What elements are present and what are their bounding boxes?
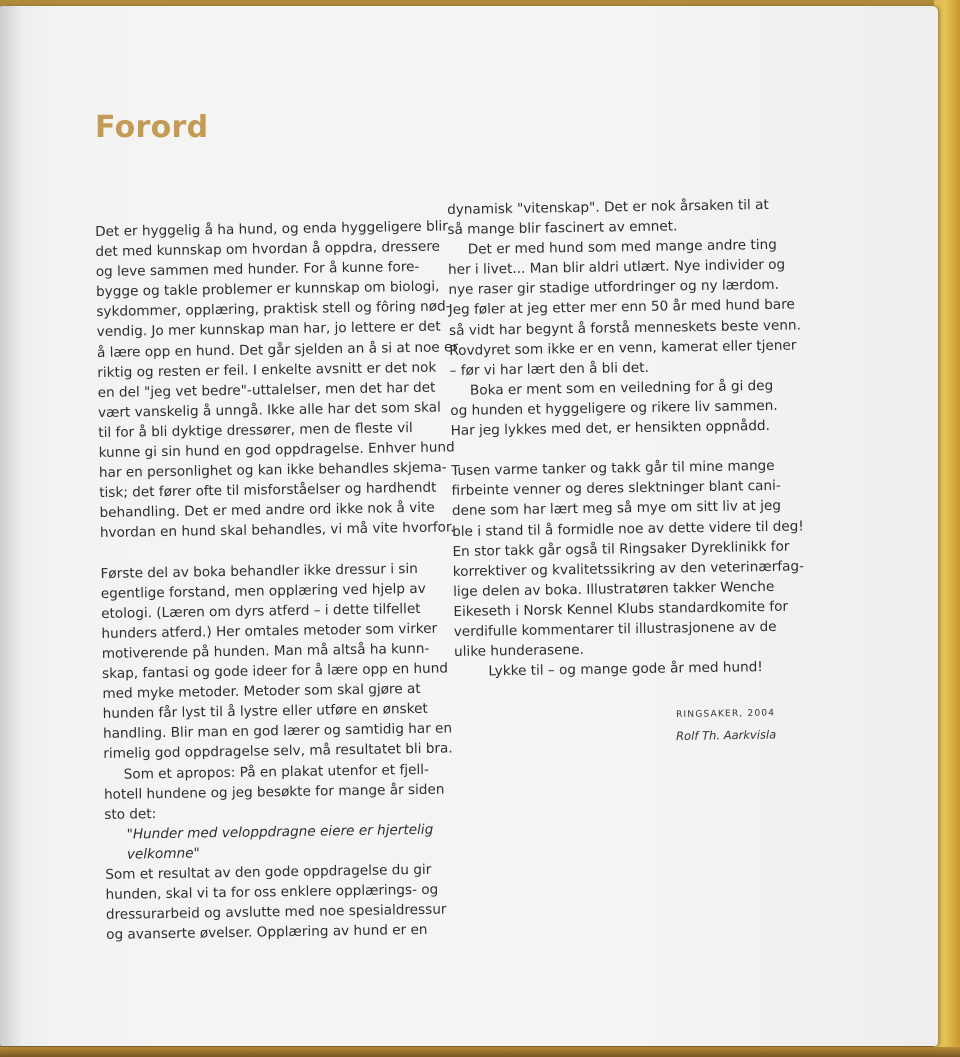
text-line: med myke metoder. Metoder som skal gjøre at <box>102 681 421 703</box>
paragraph-continued <box>447 194 799 240</box>
text-line: Det er hyggelig å ha hund, og enda hyggeligere blir <box>95 218 448 240</box>
text-line: ulike hunderasene. <box>453 641 584 661</box>
quote-line: "Hunder med veloppdragne eiere er hjertelig <box>126 821 434 843</box>
text-line: – før vi har lært den å bli det. <box>449 359 650 379</box>
text-line: etologi. (Læren om dyrs atferd – i dette tilfellet <box>101 600 421 622</box>
page-title: Forord <box>95 110 209 145</box>
text-line: det med kunnskap om hvordan å oppdra, dressere <box>95 238 441 261</box>
text-line: verdifulle kommentarer til illustrasjonene av de <box>453 618 777 640</box>
text-line: dressurarbeid og avslutte med noe spesialdressur <box>105 901 447 924</box>
text-line: nye raser gir stadige utfordringer og ny lærdom. <box>448 277 780 299</box>
text-line: og avanserte øvelser. Opplæring av hund er en <box>106 922 428 944</box>
right-column <box>447 194 806 682</box>
signature-place-date: RINGSAKER, 2004 <box>676 708 776 720</box>
text-line: hunden, skal vi ta for oss enklere opplærings- og <box>105 881 439 904</box>
text-line: hunders atferd.) Her omtales metoder som virker <box>101 620 438 642</box>
text-line: har en personlighet og kan ikke behandles skjema- <box>98 459 447 482</box>
text-line: vendig. Jo mer kunnskap man har, jo lettere er det <box>96 319 441 341</box>
text-line: til for å bli dyktige dressører, men de fleste vil <box>98 419 413 441</box>
text-line: kunne gi sin hund en god oppdragelse. Enhver hund <box>98 439 455 462</box>
text-line: så vidt har begynt å forstå menneskets beste venn. <box>448 317 801 339</box>
text-line: Boka er ment som en veiledning for å gi deg <box>469 377 774 399</box>
text-line: Tusen varme tanker og takk går til mine mange <box>451 458 775 480</box>
text-line: korrektiver og kvalitetssikring av den veterinærfag- <box>452 558 805 580</box>
text-line: motiverende på hunden. Man må altså ha kunn- <box>101 640 430 662</box>
text-line: og leve sammen med hunder. For å kunne fore- <box>95 259 420 281</box>
text-line: dynamisk "vitenskap". Det er nok årsaken til at <box>447 196 769 218</box>
text-line: dene som har lært meg så mye om sitt liv at jeg <box>451 498 782 520</box>
text-line: så mange blir fascinert av emnet. <box>447 218 678 239</box>
text-line: Som et resultat av den gode oppdragelse du gir <box>105 861 432 883</box>
text-line: ble i stand til å formidle noe av dette videre til deg! <box>452 517 804 540</box>
text-line: riktig og resten er feil. I enkelte avsnitt er det nok <box>97 359 437 381</box>
text-line: hunden får lyst til å lystre eller utføre en ønsket <box>102 701 428 723</box>
text-line: Første del av boka behandler ikke dressur i sin <box>100 560 418 582</box>
paragraph-purpose <box>450 375 803 441</box>
paragraph-thanks <box>451 456 806 662</box>
text-line: Har jeg lykkes med det, er hensikten oppnådd. <box>450 417 770 440</box>
text-line: hvordan en hund skal behandles, vi må vite hvorfor. <box>99 519 455 542</box>
text-line: sto det: <box>104 805 157 823</box>
text-line: og hunden et hyggeligere og rikere liv sammen. <box>450 397 778 419</box>
paragraph-result <box>105 859 467 945</box>
text-line: Eikeseth i Norsk Kennel Klubs standardkomite for <box>453 598 789 620</box>
text-line: vært vanskelig å unngå. Ikke alle har det som skal <box>97 399 441 421</box>
paragraph-apropos <box>104 759 466 825</box>
text-line: hotell hundene og jeg besøkte for mange år siden <box>103 781 445 803</box>
page-edge-bottom <box>0 1047 960 1057</box>
text-line: firbeinte venner og deres slektninger blant cani- <box>451 478 781 500</box>
text-line: behandling. Det er med andre ord ikke nok å vite <box>99 500 435 522</box>
text-line: sykdommer, opplæring, praktisk stell og fôring nød- <box>96 298 451 321</box>
quote-block <box>104 819 466 865</box>
text-line: her i livet... Man blir aldri utlært. Nye individer og <box>447 256 786 279</box>
text-line: egentlige forstand, men opplæring ved hjelp av <box>100 580 426 602</box>
text-line: Som et apropos: På en plakat utenfor et fjell- <box>123 761 430 783</box>
paragraph-first-part <box>100 558 464 765</box>
text-line: bygge og takle problemer er kunnskap om biologi, <box>95 278 440 301</box>
closing-line: Lykke til – og mange gode år med hund! <box>488 659 763 680</box>
quote-line: velkomne" <box>126 845 200 863</box>
text-line: Det er med hund som med mange andre ting <box>467 237 777 258</box>
text-line: en del "jeg vet bedre"-uttalelser, men det har det <box>97 379 436 401</box>
text-line: Jeg føler at jeg etter mer enn 50 år med hund bare <box>448 297 795 319</box>
signature-author: Rolf Th. Aarkvisla <box>676 727 777 743</box>
paragraph-learning <box>448 235 802 381</box>
left-column <box>95 216 467 945</box>
spine-shadow <box>0 6 22 1046</box>
text-line: lige delen av boka. Illustratøren takker Wenche <box>453 578 775 600</box>
paragraph-intro <box>95 216 461 543</box>
text-line: skap, fantasi og gode ideer for å lære opp en hund <box>101 660 449 683</box>
text-line: rimelig god oppdragelse selv, må resultatet bli bra. <box>103 740 453 763</box>
text-line: En stor takk går også til Ringsaker Dyreklinikk for <box>452 538 790 560</box>
text-line: å lære opp en hund. Det går sjelden an å si at noe er <box>96 338 459 361</box>
text-line: handling. Blir man en god lærer og samtidig har en <box>102 720 453 743</box>
text-line: tisk; det fører ofte til misforståelser og hardhendt <box>99 479 437 502</box>
text-line: Rovdyret som ikke er en venn, kamerat eller tjener <box>449 337 797 359</box>
